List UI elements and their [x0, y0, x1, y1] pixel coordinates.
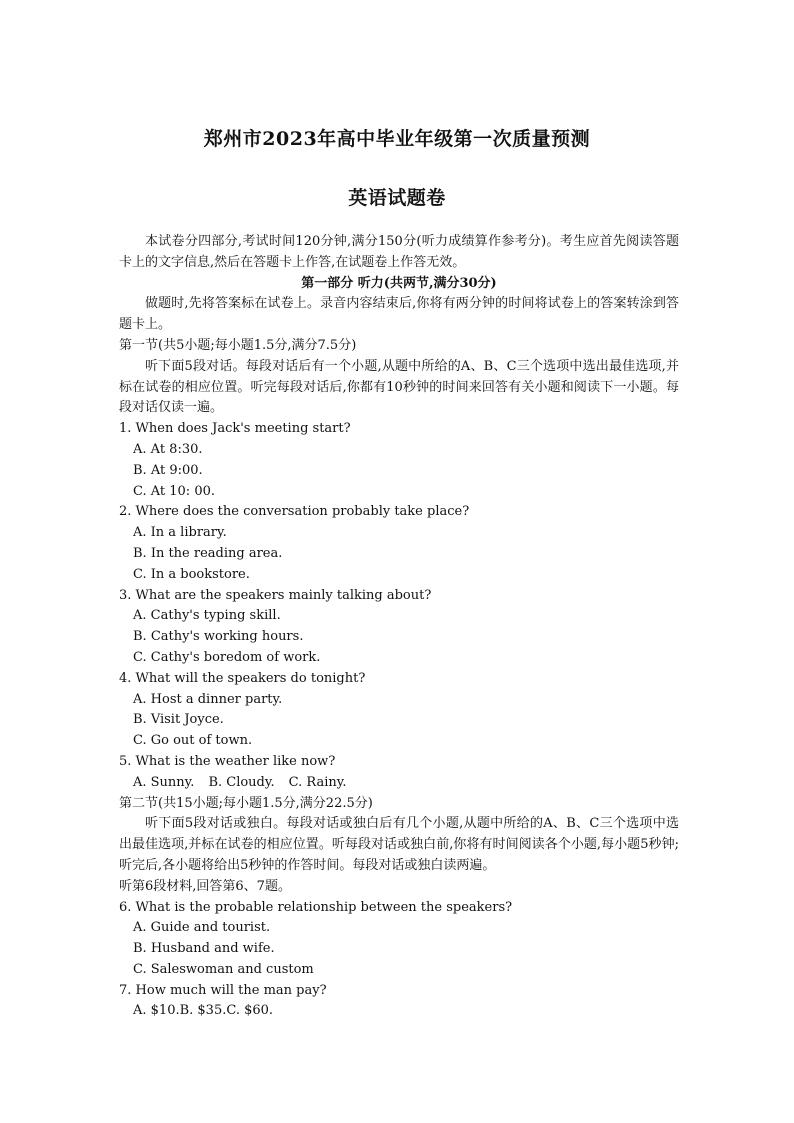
exam-title: 郑州市2023年高中毕业年级第一次质量预测 [203, 128, 591, 150]
question-text: 6. What is the probable relationship between the speakers? [119, 899, 513, 915]
option-b: B. Visit Joyce. [133, 712, 224, 728]
question-text: 7. How much will the man pay? [119, 982, 327, 998]
exam-subtitle: 英语试题卷 [348, 187, 446, 209]
question-5 [119, 752, 679, 794]
option-a: A. Cathy's typing skill. [133, 608, 281, 624]
question-6 [119, 898, 679, 981]
option-a: A. Host a dinner party. [133, 691, 283, 707]
question-7 [119, 981, 679, 1023]
section1-instruction: 听下面5段对话。每段对话后有一个小题,从题中所给的A、B、C三个选项中选出最佳选项,并标在试卷的相应位置。听完每段对话后,你都有10秒钟的时间来回答有关小题和阅读下一小题。每段对话仅读一遍。 [119, 358, 679, 416]
option-c: C. Rainy. [288, 774, 347, 790]
option-a: A. In a library. [133, 525, 227, 541]
question-1 [119, 419, 679, 502]
question-text: 5. What is the weather like now? [119, 753, 336, 769]
option-c: C. Go out of town. [133, 733, 253, 749]
option-c: C. Cathy's boredom of work. [133, 649, 321, 665]
option-b: B. Husband and wife. [133, 941, 275, 957]
option-a: A. Guide and tourist. [133, 920, 271, 936]
question-text: 1. When does Jack's meeting start? [119, 421, 351, 437]
option-b: B. Cathy's working hours. [133, 629, 304, 645]
part1-heading: 第一部分 听力(共两节,满分30分) [301, 275, 497, 291]
question-text: 4. What will the speakers do tonight? [119, 670, 366, 686]
option-c: C. In a bookstore. [133, 566, 250, 582]
option-b: B. In the reading area. [133, 545, 283, 561]
section2-heading: 第二节(共15小题;每小题1.5分,满分22.5分) [119, 795, 373, 811]
option-c: C. At 10: 00. [133, 483, 215, 499]
intro-paragraph: 本试卷分四部分,考试时间120分钟,满分150分(听力成绩算作参考分)。考生应首先阅读答题卡上的文字信息,然后在答题卡上作答,在试题卷上作答无效。 [119, 234, 679, 270]
question-3 [119, 586, 679, 669]
material-note: 听第6段材料,回答第6、7题。 [119, 878, 291, 894]
option-b: B. At 9:00. [133, 462, 203, 478]
exam-body [119, 232, 679, 1022]
options-line: A. $10.B. $35.C. $60. [133, 1003, 274, 1019]
question-4 [119, 669, 679, 752]
options-row [119, 773, 679, 794]
question-text: 2. Where does the conversation probably take place? [119, 504, 470, 520]
question-text: 3. What are the speakers mainly talking about? [119, 587, 432, 603]
option-c: C. Saleswoman and custom [133, 961, 314, 977]
section1-heading: 第一节(共5小题;每小题1.5分,满分7.5分) [119, 337, 357, 353]
section2-instruction: 听下面5段对话或独白。每段对话或独白后有几个小题,从题中所给的A、B、C三个选项中选出最佳选项,并标在试卷的相应位置。听每段对话或独白前,你将有时间阅读各个小题,每小题5秒钟;听完后,各小题将给出5秒钟的作答时间。每段对话或独白读两遍。 [119, 816, 679, 873]
question-2 [119, 502, 679, 585]
option-a: A. Sunny. [133, 774, 195, 790]
option-a: A. At 8:30. [133, 441, 203, 457]
option-b: B. Cloudy. [208, 774, 275, 790]
part1-instruction: 做题时,先将答案标在试卷上。录音内容结束后,你将有两分钟的时间将试卷上的答案转涂到答题卡上。 [119, 296, 679, 333]
